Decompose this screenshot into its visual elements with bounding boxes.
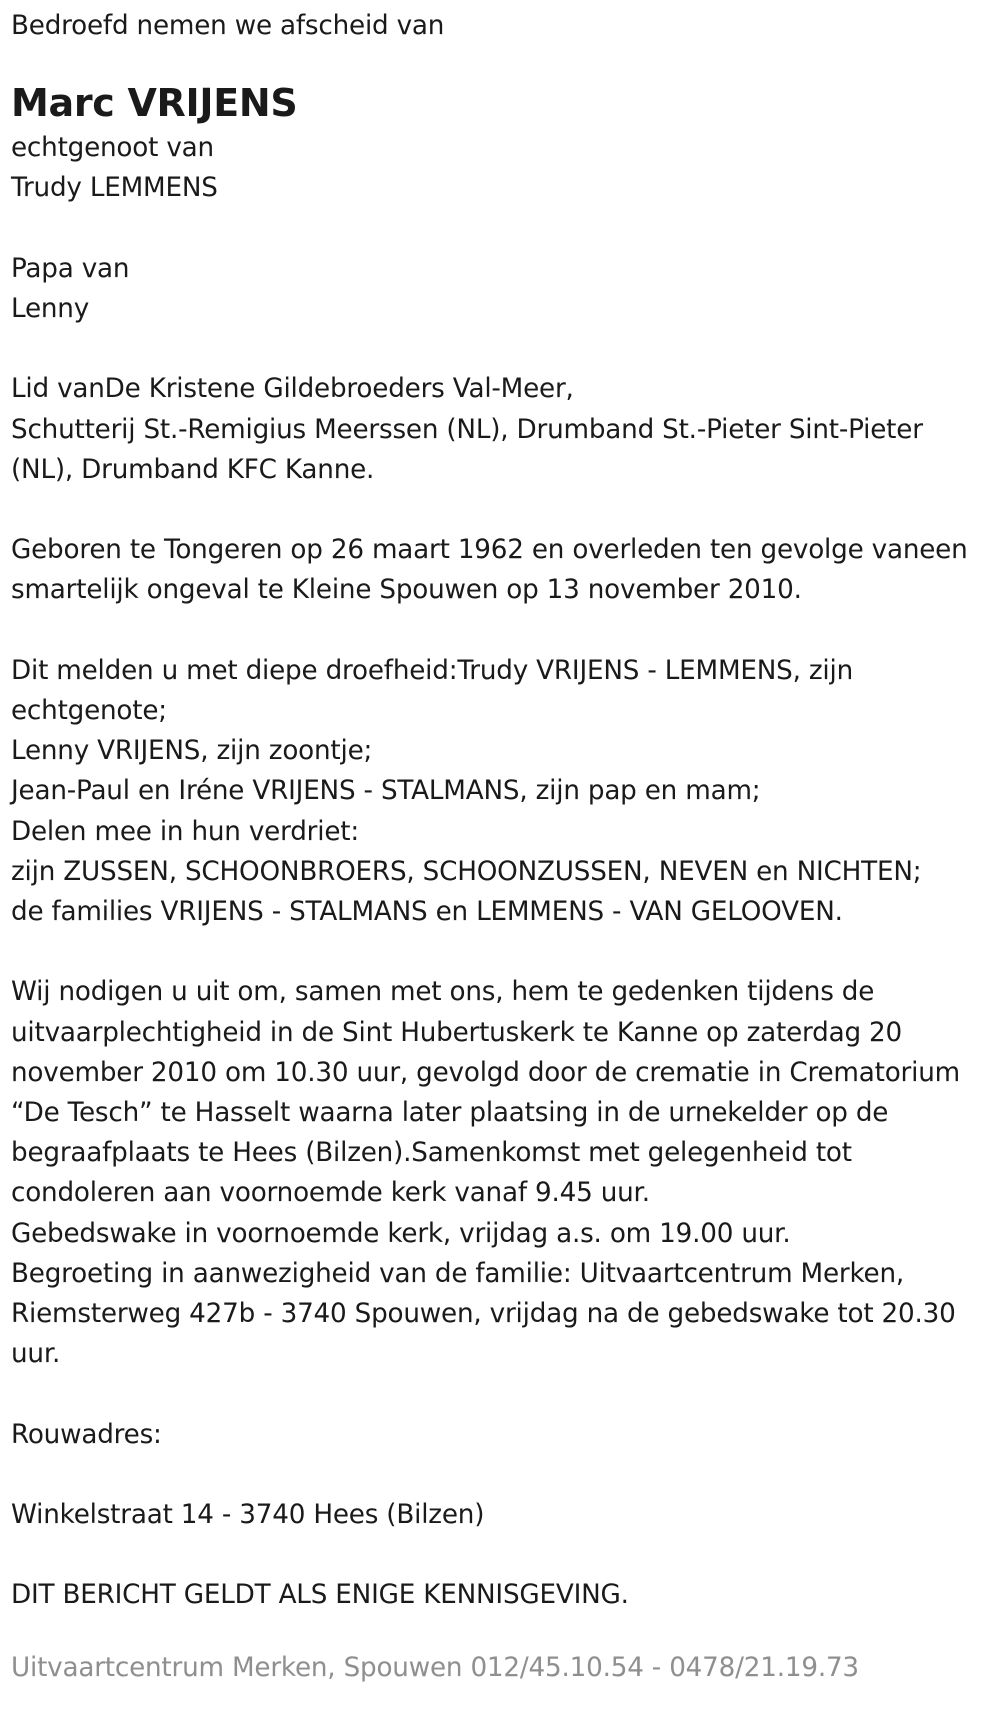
- spacer: [11, 1374, 996, 1414]
- ceremony-line: Riemsterweg 427b - 3740 Spouwen, vrijdag na de gebedswake tot 20.30: [11, 1299, 956, 1330]
- birth-death-paragraph: [11, 530, 996, 610]
- obituary-notice: [11, 0, 996, 1688]
- mourners-line: zijn ZUSSEN, SCHOONBROERS, SCHOONZUSSEN, NEVEN en NICHTEN;: [11, 856, 922, 887]
- address-label: Rouwadres:: [11, 1419, 162, 1450]
- membership-line: Schutterij St.-Remigius Meerssen (NL), Drumband St.-Pieter Sint-Pieter: [11, 414, 923, 445]
- membership-paragraph: [11, 369, 996, 490]
- ceremony-line: uur.: [11, 1339, 61, 1370]
- spacer: [11, 1455, 996, 1495]
- mourning-address: Winkelstraat 14 - 3740 Hees (Bilzen): [11, 1500, 485, 1530]
- father-label: Papa van: [11, 253, 130, 284]
- ceremony-line: “De Tesch” te Hasselt waarna later plaatsing in de urnekelder op de: [11, 1098, 889, 1128]
- mourners-line: Jean-Paul en Iréne VRIJENS - STALMANS, zijn pap en mam;: [11, 776, 761, 807]
- closing-statement: DIT BERICHT GELDT ALS ENIGE KENNISGEVING.: [11, 1580, 629, 1611]
- spacer: [11, 490, 996, 530]
- deceased-name: Marc VRIJENS: [11, 81, 298, 126]
- ceremony-paragraph: [11, 972, 996, 1374]
- membership-line: Lid vanDe Kristene Gildebroeders Val-Meer,: [11, 374, 574, 405]
- spouse-label: echtgenoot van: [11, 133, 214, 164]
- mourners-paragraph: [11, 651, 996, 932]
- ceremony-line: Begroeting in aanwezigheid van de familie: Uitvaartcentrum Merken,: [11, 1258, 905, 1289]
- ceremony-line: november 2010 om 10.30 uur, gevolgd door de crematie in Crematorium: [11, 1057, 960, 1088]
- ceremony-line: condoleren aan voornoemde kerk vanaf 9.45 uur.: [11, 1178, 650, 1209]
- spacer: [11, 611, 996, 651]
- mourners-line: Lenny VRIJENS, zijn zoontje;: [11, 736, 373, 767]
- funeral-home-footer: Uitvaartcentrum Merken, Spouwen 012/45.10.54 - 0478/21.19.73: [11, 1652, 859, 1683]
- membership-line: (NL), Drumband KFC Kanne.: [11, 454, 375, 485]
- spacer: [11, 329, 996, 369]
- ceremony-line: uitvaarplechtigheid in de Sint Hubertuskerk te Kanne op zaterdag 20: [11, 1017, 903, 1048]
- ceremony-line: Wij nodigen u uit om, samen met ons, hem te gedenken tijdens de: [11, 977, 875, 1008]
- ceremony-line: Gebedswake in voornoemde kerk, vrijdag a.s. om 19.00 uur.: [11, 1218, 791, 1249]
- child-name: Lenny: [11, 294, 90, 324]
- spacer: [11, 932, 996, 972]
- birth-death-line: smartelijk ongeval te Kleine Spouwen op 13 november 2010.: [11, 575, 802, 606]
- mourners-line: Dit melden u met diepe droefheid:Trudy VRIJENS - LEMMENS, zijn: [11, 655, 853, 686]
- ceremony-line: begraafplaats te Hees (Bilzen).Samenkomst met gelegenheid tot: [11, 1138, 852, 1169]
- mourners-line: Delen mee in hun verdriet:: [11, 816, 359, 847]
- mourners-line: de families VRIJENS - STALMANS en LEMMENS - VAN GELOOVEN.: [11, 897, 843, 927]
- spacer: [11, 209, 996, 249]
- spacer: [11, 1535, 996, 1575]
- intro-text: Bedroefd nemen we afscheid van: [11, 11, 445, 41]
- spouse-name: Trudy LEMMENS: [11, 173, 218, 204]
- birth-death-line: Geboren te Tongeren op 26 maart 1962 en overleden ten gevolge vaneen: [11, 535, 968, 566]
- mourners-line: echtgenote;: [11, 695, 167, 726]
